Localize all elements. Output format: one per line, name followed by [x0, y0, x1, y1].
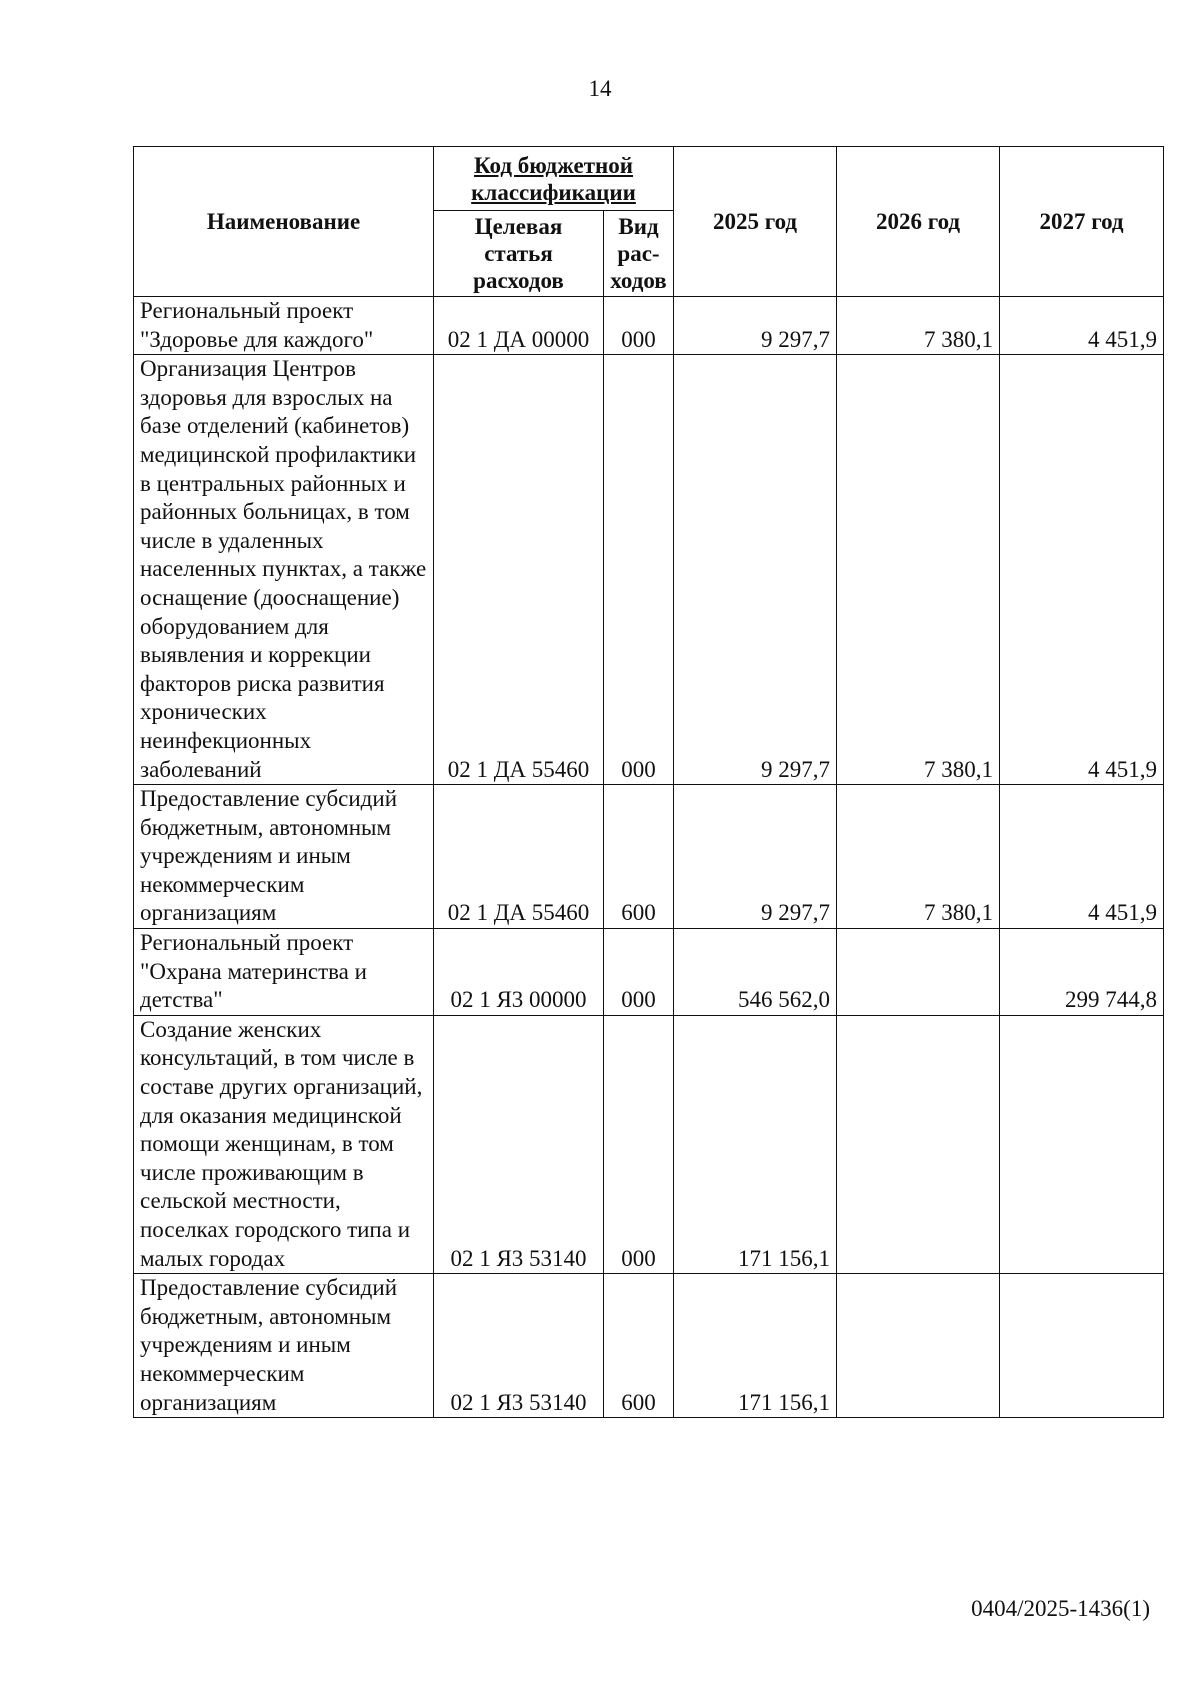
row-code: 02 1 ДА 55460: [434, 785, 604, 929]
row-2026: [837, 929, 1000, 1016]
header-target-article: Целевая статья расходов: [434, 211, 604, 297]
header-2025: 2025 год: [674, 147, 837, 297]
row-2026: 7 380,1: [837, 297, 1000, 355]
row-name: Предоставление субсидий бюджетным, автономным учреждениям и иным некоммерческим организациям: [134, 785, 434, 929]
row-name: Региональный проект "Охрана материнства и детства": [134, 929, 434, 1016]
header-name: Наименование: [134, 147, 434, 297]
row-2027: 4 451,9: [1000, 297, 1164, 355]
row-name: Предоставление субсидий бюджетным, автономным учреждениям и иным некоммерческим организациям: [134, 1274, 434, 1418]
table-row: [134, 1274, 1164, 1418]
row-2025: 9 297,7: [674, 785, 837, 929]
row-code: 02 1 Я3 00000: [434, 929, 604, 1016]
row-name: Организация Центров здоровья для взрослых на базе отделений (кабинетов) медицинской профилактики в центральных районных и районных больницах, в том числе в удаленных населенных пунктах, а также оснащение (дооснащение) оборудованием для выявления и коррекции факторов риска развития хронических неинфекционных заболеваний: [134, 355, 434, 785]
row-code: 02 1 Я3 53140: [434, 1015, 604, 1273]
row-2027: 299 744,8: [1000, 929, 1164, 1016]
row-2027: [1000, 1274, 1164, 1418]
row-2026: 7 380,1: [837, 355, 1000, 785]
table-row: [134, 355, 1164, 785]
row-expense-type: 000: [604, 297, 674, 355]
budget-table: [133, 146, 1164, 1418]
row-expense-type: 600: [604, 785, 674, 929]
row-name: Создание женских консультаций, в том числе в составе других организаций, для оказания медицинской помощи женщинам, в том числе проживающим в сельской местности, поселках городского типа и малых городах: [134, 1015, 434, 1273]
header-code-group: Код бюджетной классификации: [434, 147, 674, 211]
table-row: [134, 1015, 1164, 1273]
row-2025: 171 156,1: [674, 1015, 837, 1273]
row-code: 02 1 ДА 55460: [434, 355, 604, 785]
table-row: [134, 929, 1164, 1016]
row-expense-type: 000: [604, 355, 674, 785]
row-expense-type: 000: [604, 929, 674, 1016]
row-expense-type: 600: [604, 1274, 674, 1418]
row-2025: 9 297,7: [674, 297, 837, 355]
row-code: 02 1 ДА 00000: [434, 297, 604, 355]
page-number: 14: [588, 76, 612, 101]
row-2027: [1000, 1015, 1164, 1273]
row-2027: 4 451,9: [1000, 355, 1164, 785]
row-code: 02 1 Я3 53140: [434, 1274, 604, 1418]
document-code: 0404/2025-1436(1): [971, 1596, 1150, 1621]
row-2025: 171 156,1: [674, 1274, 837, 1418]
table-row: [134, 785, 1164, 929]
row-2025: 546 562,0: [674, 929, 837, 1016]
header-expense-type: Вид рас-ходов: [604, 211, 674, 297]
row-2025: 9 297,7: [674, 355, 837, 785]
header-2026: 2026 год: [837, 147, 1000, 297]
row-2027: 4 451,9: [1000, 785, 1164, 929]
row-2026: 7 380,1: [837, 785, 1000, 929]
header-2027: 2027 год: [1000, 147, 1164, 297]
row-expense-type: 000: [604, 1015, 674, 1273]
row-2026: [837, 1274, 1000, 1418]
row-2026: [837, 1015, 1000, 1273]
table-row: [134, 297, 1164, 355]
row-name: Региональный проект "Здоровье для каждого": [134, 297, 434, 355]
